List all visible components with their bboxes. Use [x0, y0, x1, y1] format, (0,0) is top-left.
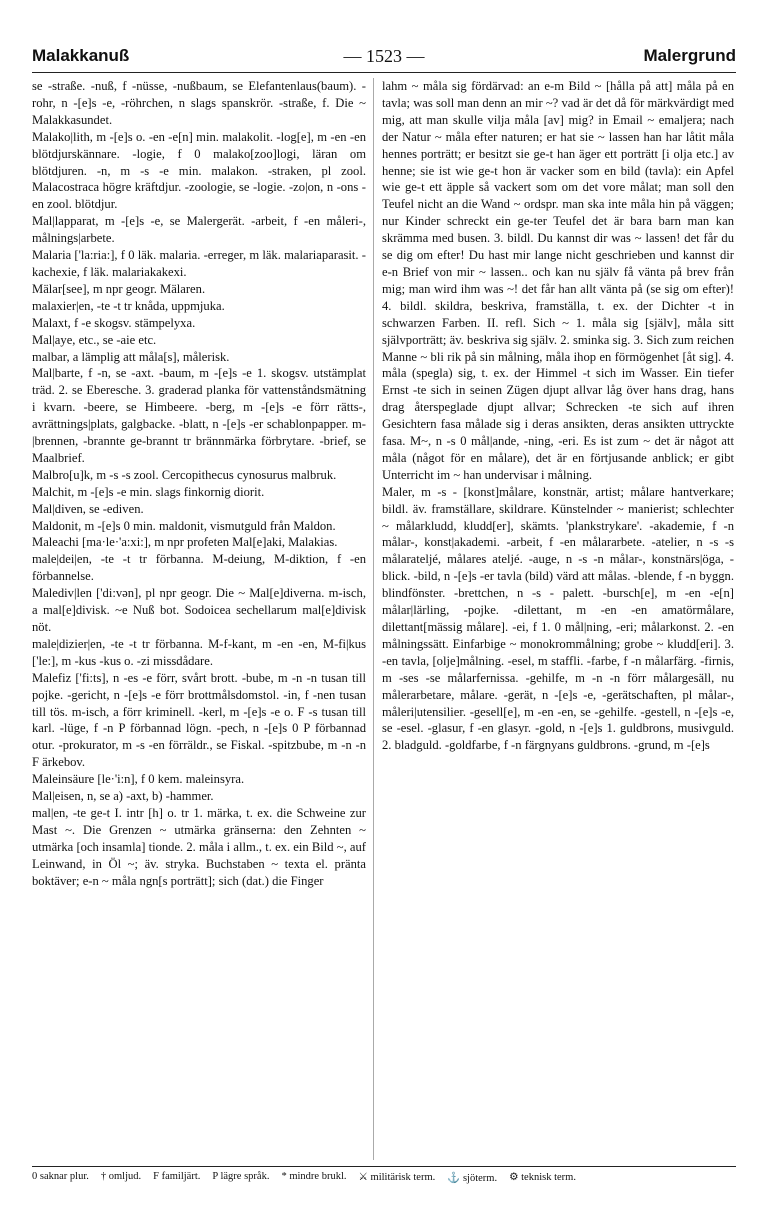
entry: Malbro[u]k, m -s -s zool. Cercopithecus cynosurus malbruk. — [32, 467, 337, 482]
entry: Malako|lith, m -[e]s o. -en -e[n] min. malakolit. -log[e], m -en -en blötdjurskännare. -logie, f 0 malako[zoo]logi, läran om blötdjuren. -n, m -s -e min. malakon. -straken, pl zool. Malacostraca högre kräftdjur. -zoologie, se -logie. -zo|on, n -ons -en zool. blötdjur. — [32, 129, 366, 212]
entry: Malaria ['la:ria:], f 0 läk. malaria. -erreger, m läk. malariaparasit. -kachexie, f läk. malariakakexi. — [32, 248, 366, 279]
entry: se -straße. -nuß, f -nüsse, -nußbaum, se Elefantenlaus(baum). -rohr, n -[e]s -e, -röhrchen, n slags spanskrör. -straße, f. Die ~ Malakkasundet. — [32, 79, 366, 127]
left-column — [32, 78, 366, 1160]
header-last-word: Malergrund — [643, 46, 736, 65]
right-column — [382, 78, 734, 1160]
page-number: — 1523 — — [343, 46, 425, 66]
entry: Mal|aye, etc., se -aie etc. — [32, 332, 157, 347]
entry: male|dizier|en, -te -t tr förbanna. M-f-kant, m -en -en, M-fi|kus ['le:], m -kus -kus o. -zi missdådare. — [32, 636, 366, 668]
entry: Mälar[see], m npr geogr. Mälaren. — [32, 281, 206, 296]
legend-item: 0 saknar plur. — [32, 1171, 89, 1182]
legend-item: P lägre språk. — [212, 1171, 270, 1182]
entry: Maldonit, m -[e]s 0 min. maldonit, vismutguld från Maldon. — [32, 518, 336, 533]
legend-item: F familjärt. — [153, 1171, 201, 1182]
entry: Malchit, m -[e]s -e min. slags finkornig diorit. — [32, 484, 265, 499]
entry: Mal|diven, se -ediven. — [32, 501, 144, 516]
legend-item: ⚔ militärisk term. — [358, 1172, 436, 1183]
legend-item: ⚙ teknisk term. — [509, 1172, 576, 1183]
entry: malaxier|en, -te -t tr knåda, uppmjuka. — [32, 298, 225, 313]
entry: Mal|barte, f -n, se -axt. -baum, m -[e]s -e 1. skogsv. utstämplat träd. 2. se Eberesche. 3. graderad planka för vattenståndsmätning i kvarn. -beere, se Himbeere. -berg, m -[e]s -e förr rätts-, avrättnings|plats, galgbacke. -blatt, n -[e]s -er schablonpapper. m-|brennen, -brannte ge-brannt tr brännmärka förbrytare. -brief, se Maalbrief. — [32, 366, 366, 465]
column-divider — [373, 78, 374, 1160]
entry: mal|en, -te ge-t I. intr [h] o. tr 1. märka, t. ex. die Schweine zur Mast ~. Die Grenzen ~ utmärka gränserna: den Zehnten ~ utmärka [och insamla] tionde. 2. måla i allm., t. ex. ein Bild ~, auf Leinwand, in Öl ~; äv. stryka. Buchstaben ~ texta el. pränta boktäver; e-n ~ måla ngn[s porträtt]; sich (dat.) die Finger — [32, 805, 366, 888]
entry: Maleachi [ma·le·'a:xi:], m npr profeten Mal[e]aki, Malakias. — [32, 535, 338, 550]
entry: malbar, a lämplig att måla[s], målerisk. — [32, 349, 230, 364]
legend-item: * mindre brukl. — [281, 1171, 347, 1182]
entry: lahm ~ måla sig fördärvad: an e-m Bild ~ [hålla på att] måla på en tavla; was soll man denn an mir ~? vad är det då för märkvärdigt med mig, att man skulle vilja måla [av] mig? in Email ~ emaljera; nach der Natur ~ måla efter naturen; er hat sie ~ lassen han har låtit måla hennes porträtt; er besitzt sie ge-t han äger ett porträtt [i olja etc.] av henne; sie ist wie ge-t hon är vacker som en bild (tavla): ein Apfel wie ge-t ett äpple så vackert som om det vore målat; man soll den Teufel nicht an die Wand ~ ordspr. man ska inte måla hin på väggen; nur Kinder schreckt ein ge-ter Teufel det är bara barn man kan skrämma med busen. 3. bildl. Du kannst dir was ~ lassen! det får du se dig om efter! Du hast mir lange nicht geschrieben und kannst dir e-n Brief von mir ~ lassen.. och kan nu själv få vänta på brev från mig; man wird ihm was ~! det får han allt vänta på (se sig om efter)! 4. bildl. skildra, beskriva, framställa, t. ex. der Dichter -t in schwarzen Farben. II. refl. Sich ~ 1. måla sig [själv], måla sitt självporträtt; äv. beskriva sig själv. 2. sminka sig. 3. Sich zum reichen Manne ~ bli rik på sin målning, måla ihop en förmögenhet [åt sig]. 4. måla (spegla) sig, t. ex. der Himmel -t sich im Wasser. Ein tiefer Ernst -te sich in seinen Zügen djupt allvar låg över hans drag, hans drag återspeglade djupt allvar; Schrecken -te sich auf ihren Gesichtern fasa målade sig i deras ansikten, deras ansikten uttryckte fasa. M~, n -s 0 mål|ande, -ning, -eri. Es ist zum ~ det är något att måla (något för en målare), det är en förtjusande anblick; er gibt Unterricht im ~ han undervisar i målning. — [382, 79, 734, 482]
abbreviation-legend — [32, 1171, 736, 1191]
entry: Mal|eisen, n, se a) -axt, b) -hammer. — [32, 789, 214, 804]
footer-rule — [32, 1166, 736, 1167]
legend-item: ⚓ sjöterm. — [447, 1173, 498, 1184]
entry: male|dei|en, -te -t tr förbanna. M-deiung, M-diktion, f -en förbannelse. — [32, 552, 366, 584]
header-first-word: Malakkanuß — [32, 46, 130, 65]
entry: Mal|lapparat, m -[e]s -e, se Malergerät. -arbeit, f -en måleri-, målnings|arbete. — [32, 214, 366, 246]
entry: Maler, m -s - [konst]målare, konstnär, artist; målare hantverkare; bildl. äv. framställare, skildrare. Künstelnder ~ manierist; schlechter ~ målarkludd, kludd[er], skämts. 'plankstrykare'. -akademie, f -n målar-, konst|akademi. -arbeit, f -en målararbete. -atelier, n -s -s målarateljé, målares ateljé. -auge, n -s -n målar-, konstnärs|öga, -blick. -bild, n -[e]s -er tavla (bild) värd att målas. -blende, f -n byggn. blindfönster. -brettchen, n -s - palett. -bursch[e], m -en -e[n] målar|lärling, -pojke. -dilettant, m -en -en amatörmålare, dilettant[mässig målare]. -ei, f 1. 0 mål|ning, -eri; målarkonst. 2. -en målningssätt. Einfarbige ~ monokrommålning; grobe ~ kludd[eri]. 3. -en tavla, [olje]målning. -esel, m staffli. -farbe, f -n målarfärg. -firnis, m -ses -se målarfernissa. -gehilfe, m -n -n förr målargesäll, nu målerarbetare, målare. -gerät, n -[e]s -e, -gerätschaften, pl målar-, måleri|utensilier. -gesell[e], m -en -en, se -gehilfe. -gestell, n -[e]s -e, se -esel. -glasur, f -en glasyr. -gold, n -[e]s 1. guldbrons, musivguld. 2. bladguld. -goldfarbe, f -n färgnyans guldbrons. -grund, m -[e]s — [382, 484, 734, 753]
legend-item: † omljud. — [100, 1171, 142, 1182]
entry: Malaxt, f -e skogsv. stämpelyxa. — [32, 315, 196, 330]
page-header — [32, 44, 736, 70]
header-rule — [32, 72, 736, 73]
entry: Maleinsäure [le·'i:n], f 0 kem. maleinsyra. — [32, 772, 245, 787]
entry: Malediv|len ['di:vən], pl npr geogr. Die ~ Mal[e]diverna. m-isch, a mal[e]divisk. ~e Nuß bot. Sodoicea sechellarum mal[e]divisk nöt. — [32, 586, 366, 634]
entry: Malefiz ['fi:ts], n -es -e förr, svårt brott. -bube, m -n -n tusan till pojke. -gericht, n -[e]s -e förr brottmålsdomstol. -in, f -nen tusan till tös. m-isch, a förr kriminell. -kerl, m -[e]s -e o. F -s tusan till karl. -lüge, f -n P förbannad lögn. -pech, n -[e]s 0 P förbannad otur. -prokurator, m -s -en förräldr., se Fiskal. -spitzbube, m -n -n F ärkebov. — [32, 670, 366, 770]
